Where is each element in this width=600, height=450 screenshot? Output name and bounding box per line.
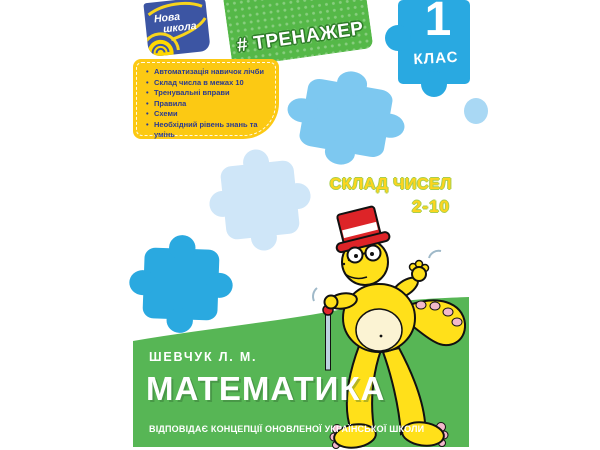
feature-item: • Тренувальні вправи [154, 88, 268, 99]
series-badge [223, 0, 374, 68]
dino-mascot [295, 198, 480, 450]
features-list [133, 59, 279, 141]
feature-item: • Необхідний рівень знань та умінь [154, 120, 268, 141]
series-badge-label: # ТРЕНАЖЕР [235, 18, 366, 57]
feature-item: • Правила [154, 99, 268, 110]
logo-word-2: школа [162, 19, 198, 36]
subtitle-line-1: СКЛАД ЧИСЕЛ [329, 176, 452, 193]
footer-note: ВІДПОВІДАЄ КОНЦЕПЦІЇ ОНОВЛЕНОЇ УКРАЇНСЬКОЇ ШКОЛИ [149, 424, 425, 434]
author-name: ШЕВЧУК Л. М. [149, 350, 258, 364]
feature-item: • Склад числа в межах 10 [154, 78, 268, 89]
book-title: МАТЕМАТИКА [146, 370, 386, 407]
nova-shkola-logo [143, 0, 210, 57]
feature-item: • Автоматизація навичок лічби [154, 67, 268, 78]
grade-label: КЛАС [413, 48, 459, 69]
feature-item: • Схеми [154, 109, 268, 120]
subtitle-line-2: 2-10 [411, 197, 450, 216]
puzzle-tab-icon [464, 98, 488, 124]
features-box [133, 59, 279, 139]
grade-number: 1 [424, 0, 452, 46]
logo-word-1: Нова [153, 10, 181, 26]
